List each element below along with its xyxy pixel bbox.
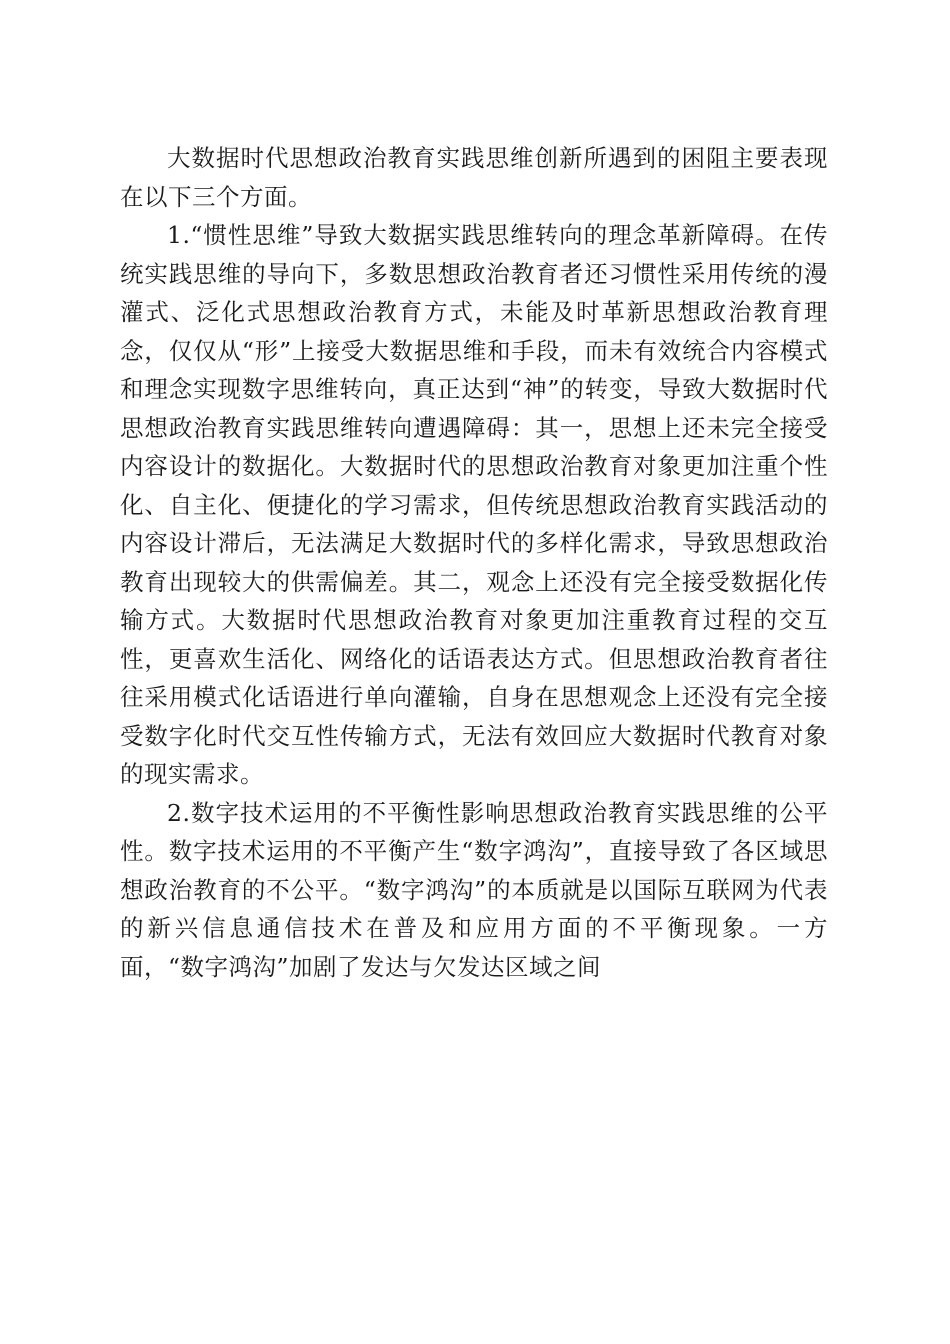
document-body	[120, 139, 828, 986]
paragraph-point-2: 2.数字技术运用的不平衡性影响思想政治教育实践思维的公平性。数字技术运用的不平衡产生“数字鸿沟”，直接导致了各区域思想政治教育的不公平。“数字鸿沟”的本质就是以国际互联网为代表的新兴信息通信技术在普及和应用方面的不平衡现象。一方面，“数字鸿沟”加剧了发达与欠发达区域之间	[120, 798, 828, 981]
paragraph-point-1: 1.“惯性思维”导致大数据实践思维转向的理念革新障碍。在传统实践思维的导向下，多数思想政治教育者还习惯性采用传统的漫灌式、泛化式思想政治教育方式，未能及时革新思想政治教育理念，仅仅从“形”上接受大数据思维和手段，而未有效统合内容模式和理念实现数字思维转向，真正达到“神”的转变，导致大数据时代思想政治教育实践思维转向遭遇障碍：其一，思想上还未完全接受内容设计的数据化。大数据时代的思想政治教育对象更加注重个性化、自主化、便捷化的学习需求，但传统思想政治教育实践活动的内容设计滞后，无法满足大数据时代的多样化需求，导致思想政治教育出现较大的供需偏差。其二，观念上还没有完全接受数据化传输方式。大数据时代思想政治教育对象更加注重教育过程的交互性，更喜欢生活化、网络化的话语表达方式。但思想政治教育者往往采用模式化话语进行单向灌输，自身在思想观念上还没有完全接受数字化时代交互性传输方式，无法有效回应大数据时代教育对象的现实需求。	[120, 221, 828, 788]
paragraph-intro: 大数据时代思想政治教育实践思维创新所遇到的困阻主要表现在以下三个方面。	[120, 144, 828, 211]
